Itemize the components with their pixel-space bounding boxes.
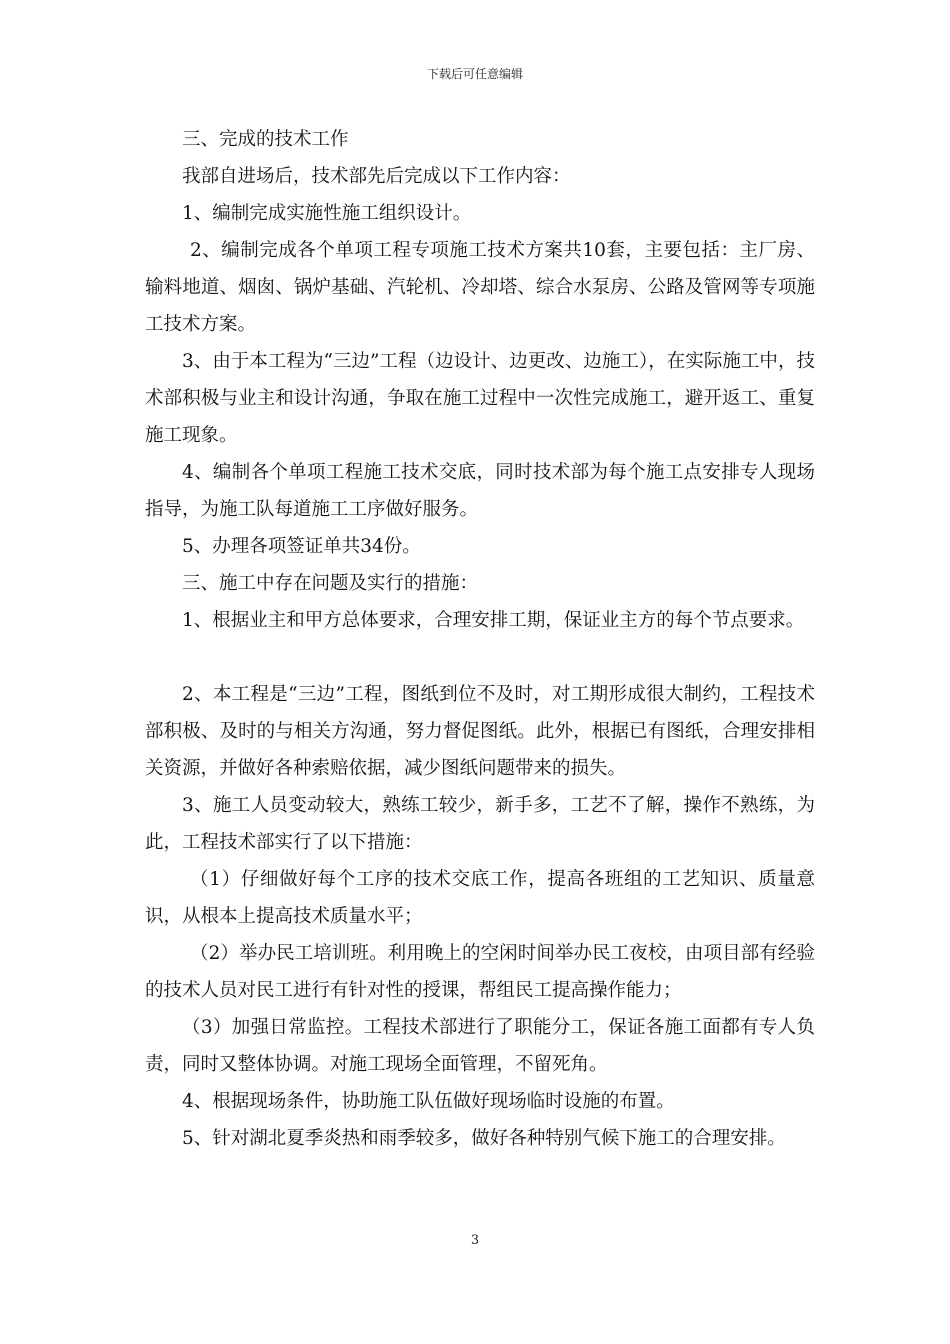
- paragraph-problem-2: 2、本工程是“三边”工程，图纸到位不及时，对工期形成很大制约，工程技术部积极、及时的与相关方沟通，努力督促图纸。此外，根据已有图纸，合理安排相关资源，并做好各种索赔依据，减少图纸问题带来的损失。: [145, 684, 815, 779]
- paragraph-problem-1: 1、根据业主和甲方总体要求，合理安排工期，保证业主方的每个节点要求。: [182, 610, 805, 631]
- document-body: [145, 121, 815, 1157]
- paragraph-measure-2: （2）举办民工培训班。利用晚上的空闲时间举办民工夜校，由项目部有经验的技术人员对民工进行有针对性的授课，帮组民工提高操作能力；: [145, 943, 815, 1001]
- paragraph-item-2: 2、编制完成各个单项工程专项施工技术方案共10套，主要包括：主厂房、输料地道、烟囱、锅炉基础、汽轮机、冷却塔、综合水泵房、公路及管网等专项施工技术方案。: [145, 240, 815, 335]
- paragraph-item-1: 1、编制完成实施性施工组织设计。: [182, 203, 472, 224]
- section-heading-completed-work: 三、完成的技术工作: [182, 129, 349, 150]
- page-header: 下载后可任意编辑: [426, 67, 523, 81]
- paragraph-item-4: 4、编制各个单项工程施工技术交底，同时技术部为每个施工点安排专人现场指导，为施工队每道施工工序做好服务。: [145, 462, 815, 520]
- paragraph-item-3: 3、由于本工程为“三边”工程（边设计、边更改、边施工），在实际施工中，技术部积极与业主和设计沟通，争取在施工过程中一次性完成施工，避开返工、重复施工现象。: [145, 351, 815, 446]
- paragraph-item-5: 5、办理各项签证单共34份。: [182, 536, 421, 557]
- page-number: 3: [470, 1233, 480, 1248]
- paragraph-intro: 我部自进场后，技术部先后完成以下工作内容：: [182, 166, 571, 187]
- blank-line: [145, 639, 815, 676]
- paragraph-problem-4: 4、根据现场条件，协助施工队伍做好现场临时设施的布置。: [182, 1091, 675, 1112]
- paragraph-measure-3: （3）加强日常监控。工程技术部进行了职能分工，保证各施工面都有专人负责，同时又整体协调。对施工现场全面管理，不留死角。: [145, 1017, 815, 1075]
- paragraph-problem-3: 3、施工人员变动较大，熟练工较少，新手多，工艺不了解，操作不熟练，为此，工程技术部实行了以下措施：: [145, 795, 815, 853]
- paragraph-measure-1: （1）仔细做好每个工序的技术交底工作，提高各班组的工艺知识、质量意识，从根本上提高技术质量水平；: [145, 869, 815, 927]
- section-heading-problems-measures: 三、施工中存在问题及实行的措施：: [182, 573, 479, 594]
- paragraph-problem-5: 5、针对湖北夏季炎热和雨季较多，做好各种特别气候下施工的合理安排。: [182, 1128, 786, 1149]
